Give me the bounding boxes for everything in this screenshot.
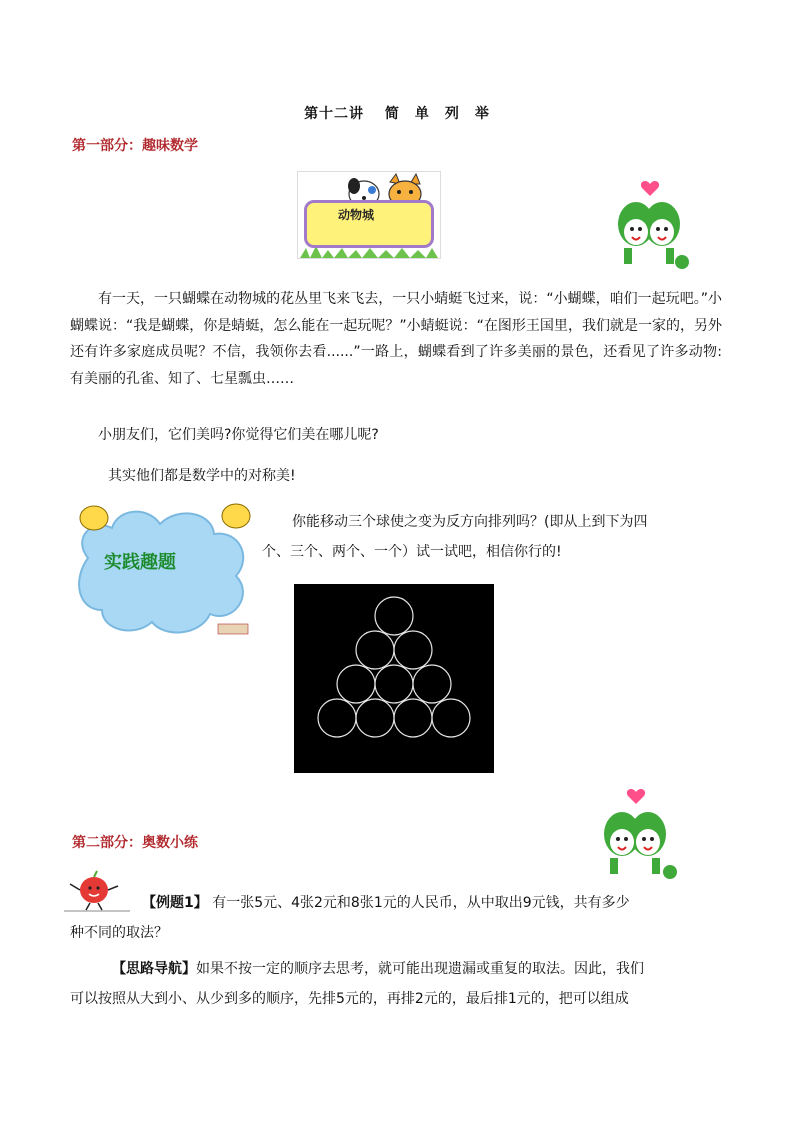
guide-line2: 可以按照从大到小、从少到多的顺序，先排5元的，再排2元的，最后排1元的，把可以组成 bbox=[70, 991, 629, 1007]
ball bbox=[375, 597, 413, 635]
apple-mascot-icon bbox=[64, 868, 130, 912]
example1-label: 【例题1】 bbox=[142, 895, 208, 911]
guide-text: 如果不按一定的顺序去思考，就可能出现遗漏或重复的取法。因此，我们 bbox=[196, 961, 644, 977]
page-title: 第十二讲 简 单 列 举 bbox=[304, 106, 490, 122]
ball bbox=[413, 665, 451, 703]
example1-line1 bbox=[142, 892, 630, 912]
story-answer: 其实他们都是数学中的对称美! bbox=[108, 468, 296, 484]
ball bbox=[356, 631, 394, 669]
section-heading-fun-math: 第一部分：趣味数学 bbox=[72, 138, 198, 154]
practice-question-line2: 个、三个、两个、一个）试一试吧，相信你行的! bbox=[262, 544, 562, 560]
ball bbox=[375, 665, 413, 703]
example1-text: 有一张5元、4张2元和8张1元的人民币，从中取出9元钱，共有多少 bbox=[207, 895, 630, 911]
example1-line2: 种不同的取法？ bbox=[70, 925, 168, 941]
section-heading-olympiad: 第二部分：奥数小练 bbox=[72, 835, 198, 851]
ball bbox=[432, 699, 470, 737]
practice-question-line1: 你能移动三个球使之变为反方向排列吗？(即从上到下为四 bbox=[292, 514, 648, 530]
ball-pyramid-figure bbox=[294, 584, 494, 773]
guide-label: 【思路导航】 bbox=[112, 961, 196, 977]
ball bbox=[318, 699, 356, 737]
guide-line1 bbox=[112, 958, 644, 978]
ball bbox=[394, 699, 432, 737]
practice-badge-text: 实践趣题 bbox=[104, 552, 176, 573]
ball bbox=[356, 699, 394, 737]
ball bbox=[337, 665, 375, 703]
watermelon-mascot-icon bbox=[610, 180, 692, 272]
story-question: 小朋友们，它们美吗?你觉得它们美在哪儿呢? bbox=[98, 427, 379, 443]
sign-text: 动物城 bbox=[338, 208, 375, 222]
ball-pyramid-svg bbox=[294, 584, 494, 773]
watermelon-mascot-icon bbox=[596, 788, 680, 882]
story-paragraph: 有一天，一只蝴蝶在动物城的花丛里飞来飞去，一只小蜻蜓飞过来，说：“小蝴蝶，咱们一起玩吧。”小蝴蝶说：“我是蝴蝶，你是蜻蜓，怎么能在一起玩呢？”小蜻蜓说：“在图形王国里，我们就是一家的，另外还有许多家庭成员呢？不信，我领你去看......”一路上，蝴蝶看到了许多美丽的景色，还看见了许多动物:有美丽的孔雀、知了、七星瓢虫…… bbox=[70, 291, 722, 387]
ball bbox=[394, 631, 432, 669]
animal-city-sign bbox=[297, 171, 441, 259]
